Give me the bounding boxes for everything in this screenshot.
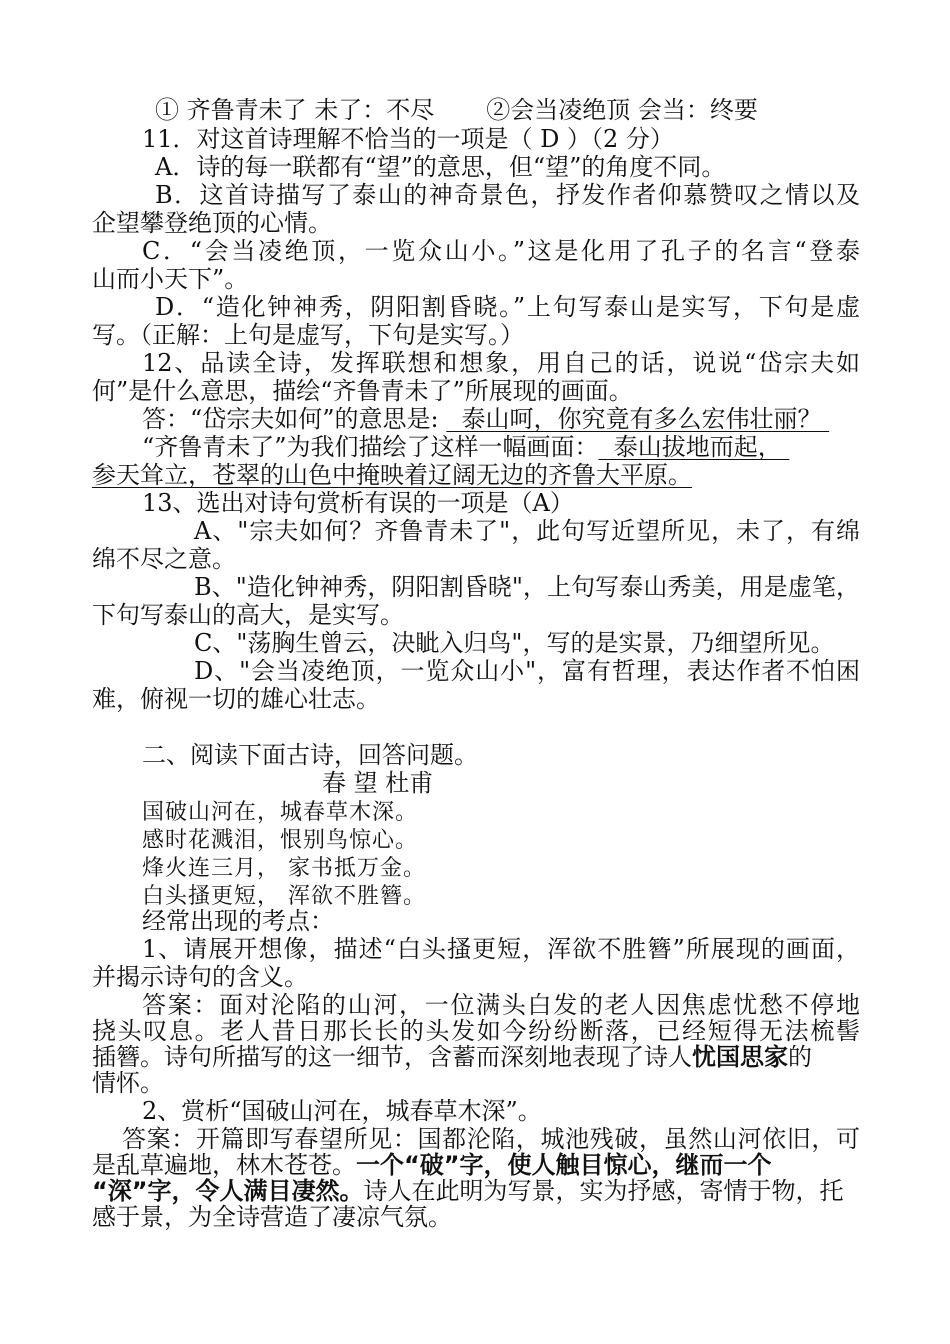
q13-option-a-line1: A、"宗夫如何？齐鲁青未了"，此句写近望所见，未了，有绵 xyxy=(194,517,860,545)
point1-answer-tail: 的 xyxy=(788,1043,812,1071)
section2-heading: 二、阅读下面古诗，回答问题。 xyxy=(142,741,478,769)
q12-answer-label-2: “齐鲁青未了”为我们描绘了这样一幅画面： xyxy=(142,433,599,461)
poem-line-1: 国破山河在，城春草木深。 xyxy=(142,800,419,825)
point1-answer-line2: 挠头叹息。老人昔日那长长的头发如今纷纷断落，已经短得无法梳髻 xyxy=(92,1017,860,1045)
q13-option-a-line2: 绵不尽之意。 xyxy=(92,545,236,573)
point2-answer-text-2: 诗人在此明为写景，实为抒感，寄情于物，托 xyxy=(363,1177,844,1205)
poem-line-3: 烽火连三月， 家书抵万金。 xyxy=(142,856,426,881)
point1-question-line2: 并揭示诗句的含义。 xyxy=(92,963,308,991)
q12-answer-line3 xyxy=(92,460,858,490)
point2-answer-line4: 感于景，为全诗营造了凄凉气氛。 xyxy=(92,1203,452,1231)
q13-option-d-line2: 难，俯视一切的雄心壮志。 xyxy=(92,685,380,713)
poem-title: 春 望 杜甫 xyxy=(322,769,434,797)
q13-option-d-line1: D、"会当凌绝顶，一览众山小"，富有哲理，表达作者不怕困 xyxy=(194,657,860,685)
poem-line-4: 白头搔更短， 浑欲不胜簪。 xyxy=(142,884,426,909)
point1-question-line1: 1、请展开想像，描述“白头搔更短，浑欲不胜簪”所展现的画面， xyxy=(142,935,860,963)
q11-option-c-line1: C．“会当凌绝顶，一览众山小。”这是化用了孔子的名言“登泰 xyxy=(142,237,860,265)
note-1: ① 齐鲁青未了 未了：不尽 xyxy=(155,96,435,124)
point1-answer-text: 插簪。诗句所描写的这一细节，含蓄而深刻地表现了诗人 xyxy=(92,1043,692,1071)
q12-stem-line2: 何”是什么意思，描绘“齐鲁青未了”所展现的画面。 xyxy=(92,377,633,405)
q13-stem: 13、选出对诗句赏析有误的一项是（A） xyxy=(142,489,574,517)
point1-answer-line4: 情怀。 xyxy=(92,1069,164,1097)
q12-answer-value-1: 泰山呵，你究竟有多么宏伟壮丽？ xyxy=(446,405,830,433)
q11-option-b-line2: 企望攀登绝顶的心情。 xyxy=(92,209,332,237)
q12-answer-value-3: 参天耸立，苍翠的山色中掩映着辽阔无边的齐鲁大平原。 xyxy=(92,461,692,489)
q11-option-c-line2: 山而小天下”。 xyxy=(92,265,249,293)
point2-answer-text: 是乱草遍地，林木苍苍。 xyxy=(92,1151,356,1179)
notes-line xyxy=(155,95,858,125)
q12-answer-line1 xyxy=(142,404,858,434)
point2-answer-line1: 答案：开篇即写春望所见：国都沦陷，城池残破，虽然山河依旧，可 xyxy=(122,1125,860,1153)
q12-answer-line2 xyxy=(142,432,858,462)
q11-option-b-line1: B．这首诗描写了泰山的神奇景色，抒发作者仰慕赞叹之情以及 xyxy=(155,181,860,209)
point1-answer-emphasis: 忧国思家 xyxy=(692,1043,788,1071)
q11-stem: 11．对这首诗理解不恰当的一项是（ D ）（2 分） xyxy=(142,125,674,153)
exam-points-heading: 经常出现的考点： xyxy=(142,907,334,935)
point2-answer-emphasis-1: 一个“破”字，使人触目惊心，继而一个 xyxy=(356,1151,772,1179)
point2-question: 2、赏析“国破山河在，城春草木深”。 xyxy=(142,1097,542,1125)
q13-option-c: C、"荡胸生曾云，决眦入归鸟"，写的是实景，乃细望所见。 xyxy=(194,629,835,657)
note-2: ②会当凌绝顶 会当：终要 xyxy=(486,96,758,124)
point2-answer-emphasis-2: “深”字，令人满目凄然。 xyxy=(92,1177,364,1205)
q12-answer-label-1: 答：“岱宗夫如何”的意思是: xyxy=(142,405,447,433)
q13-option-b-line2: 下句写泰山的高大，是实写。 xyxy=(92,601,404,629)
q12-answer-value-2: 泰山拔地而起， xyxy=(598,433,790,461)
point1-answer-line1: 答案：面对沦陷的山河，一位满头白发的老人因焦虑忧愁不停地 xyxy=(142,991,860,1019)
q11-option-a: A．诗的每一联都有“望”的意思，但“望”的角度不同。 xyxy=(155,153,726,181)
poem-line-2: 感时花溅泪，恨别鸟惊心。 xyxy=(142,828,419,853)
q11-option-d-line1: D．“造化钟神秀，阴阳割昏晓。”上句写泰山是实写，下句是虚 xyxy=(155,293,860,321)
q12-stem-line1: 12、品读全诗，发挥联想和想象，用自己的话，说说“岱宗夫如 xyxy=(142,349,860,377)
q13-option-b-line1: B、"造化钟神秀，阴阳割昏晓"，上句写泰山秀美，用是虚笔， xyxy=(194,573,860,601)
q11-option-d-line2: 写。（正解：上句是虚写，下句是实写。） xyxy=(92,321,524,349)
